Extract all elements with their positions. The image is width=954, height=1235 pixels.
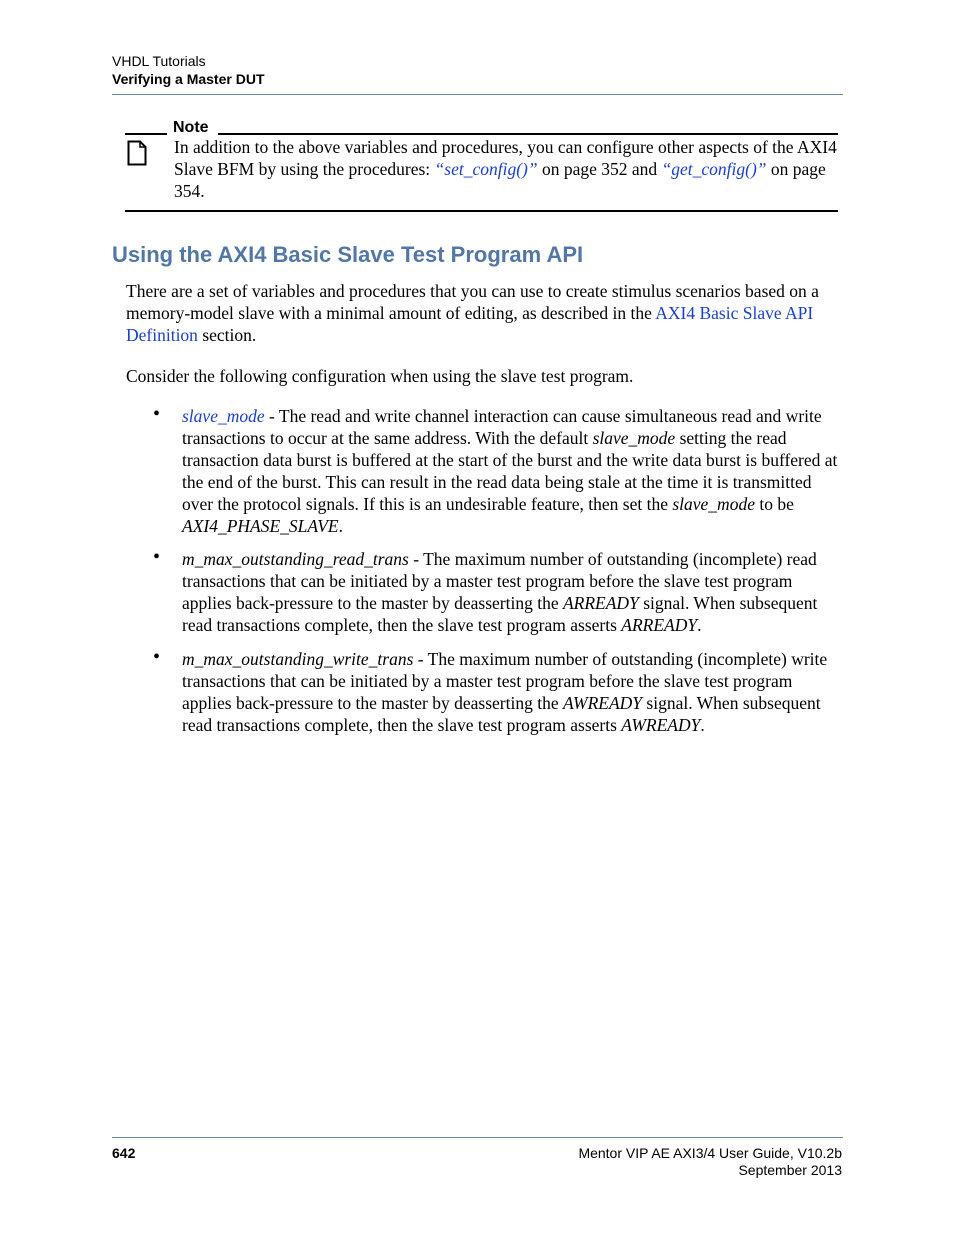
intro-text-1: There are a set of variables and procedures that you can use to create stimulus scenarios based on a memory-model slave with a minimal amount of editing, as described in the [126, 281, 819, 323]
note-bottom-rule [125, 210, 838, 212]
note-page-icon [127, 140, 147, 166]
page-number: 642 [112, 1145, 136, 1161]
bullet-text: signal. When subsequent read transactions complete, then the slave test program asserts [182, 693, 821, 735]
bullet-text: . [338, 516, 343, 536]
bullet-icon: • [153, 646, 161, 668]
bullet-term: m_max_outstanding_read_trans [182, 549, 409, 569]
bullet-text: - The read and write channel interaction can cause simultaneous read and write transactions to occur at the same address. With the default [182, 406, 822, 448]
section-heading: Using the AXI4 Basic Slave Test Program API [112, 242, 584, 267]
note-top-rule-right [218, 133, 838, 135]
set-config-link[interactable]: “set_config()” [434, 159, 538, 179]
header-divider [112, 94, 843, 95]
bullet-icon: • [153, 546, 161, 568]
running-header [112, 52, 843, 88]
footer-date: September 2013 [738, 1162, 842, 1178]
bullet-italic: ARREADY [621, 615, 698, 635]
bullet-italic: ARREADY [562, 593, 639, 613]
note-title: Note [173, 119, 209, 136]
bullet-term: m_max_outstanding_write_trans [182, 649, 414, 669]
note-text-2: on page 352 and [537, 159, 662, 179]
intro-text-2: section. [197, 325, 257, 345]
intro-paragraph [126, 280, 838, 346]
header-section: VHDL Tutorials [112, 53, 206, 69]
bullet-italic: AXI4_PHASE_SLAVE [182, 516, 339, 536]
get-config-link[interactable]: “get_config()” [661, 159, 767, 179]
footer-divider [112, 1137, 843, 1138]
bullet-icon: • [153, 403, 161, 425]
footer-title: Mentor VIP AE AXI3/4 User Guide, V10.2b [578, 1145, 842, 1161]
bullet-text: to be [754, 494, 794, 514]
note-body [174, 136, 838, 202]
bullet-text: - The maximum number of outstanding (incomplete) read transactions that can be initiated by a master test program before the slave test program applies back-pressure to the master by deasserting the [182, 549, 817, 613]
bullet-text: - The maximum number of outstanding (incomplete) write transactions that can be initiated by a master test program before the slave test program applies back-pressure to the master by deasserting the [182, 649, 828, 713]
config-paragraph: Consider the following configuration when using the slave test program. [126, 366, 634, 386]
slave-mode-link[interactable]: slave_mode [182, 406, 265, 426]
footer-info [578, 1145, 842, 1179]
bullet-italic: slave_mode [592, 428, 676, 448]
bullet-italic: AWREADY [621, 715, 701, 735]
bullet-text: . [697, 615, 702, 635]
note-box [125, 118, 838, 212]
bullet-italic: slave_mode [672, 494, 755, 514]
bullet-text: . [700, 715, 705, 735]
bullet-text: signal. When subsequent read transactions complete, then the slave test program asserts [182, 593, 818, 635]
note-top-rule-left [125, 133, 167, 135]
bullet-text: setting the read transaction data burst is buffered at the start of the burst and the write data burst is buffered at the end of the burst. This can result in the read data being stale at the time it is transmitted over the protocol signals. If this is an undesirable feature, then set the [182, 428, 838, 514]
note-text-3: on page 354. [174, 159, 826, 201]
header-subsection: Verifying a Master DUT [112, 71, 265, 87]
note-text-1: In addition to the above variables and procedures, you can configure other aspects of the AXI4 Slave BFM by using the procedures: [174, 137, 837, 179]
bullet-italic: AWREADY [562, 693, 643, 713]
axi4-basic-slave-api-link[interactable]: AXI4 Basic Slave API Definition [126, 303, 814, 345]
